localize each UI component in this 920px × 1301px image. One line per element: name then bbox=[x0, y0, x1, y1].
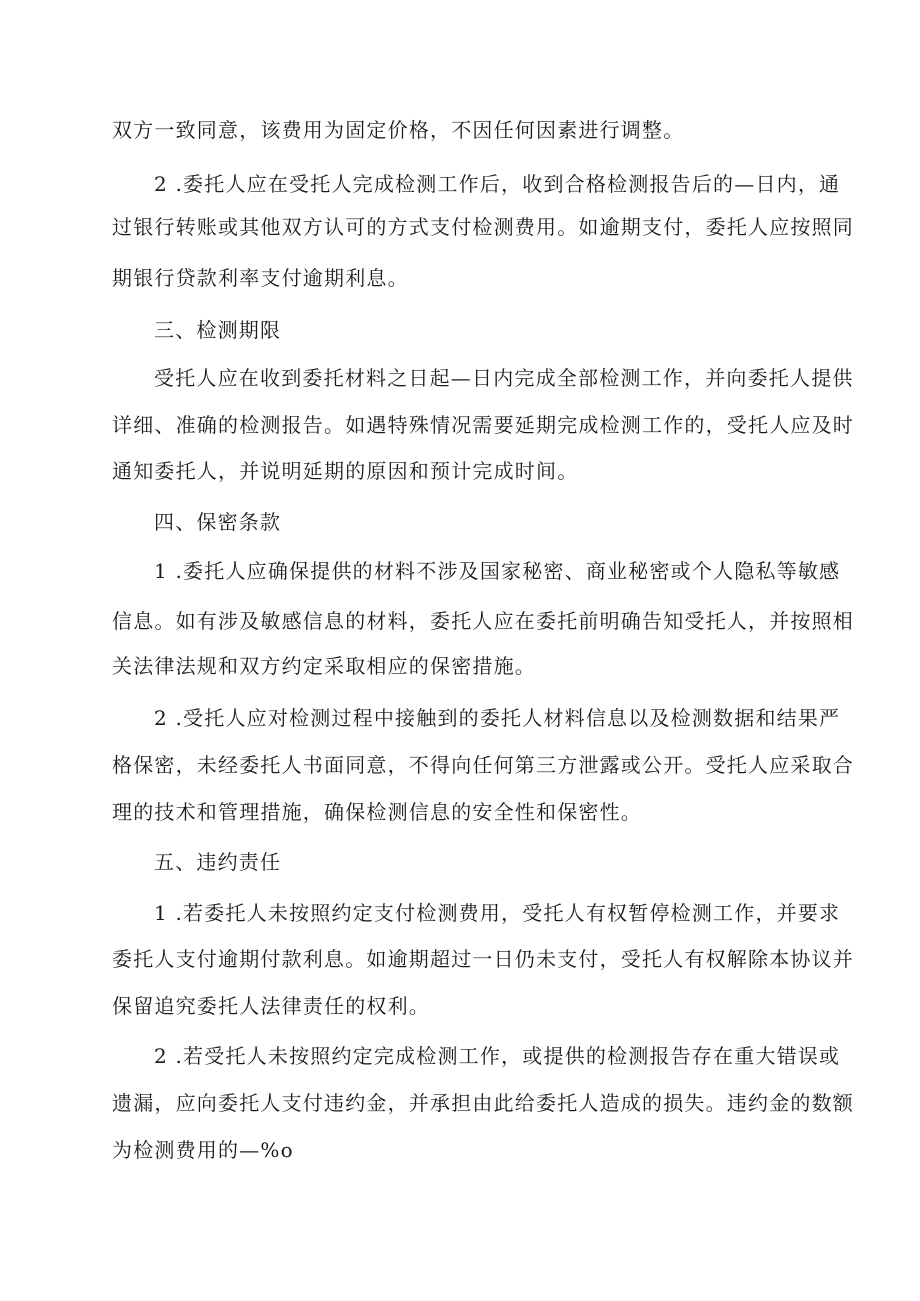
text-line: 委托人支付逾期付款利息。如逾期超过一日仍未支付，受托人有权解除本协议并 bbox=[112, 947, 854, 971]
text-line: 理的技术和管理措施，确保检测信息的安全性和保密性。 bbox=[112, 800, 642, 824]
text-line: 受托人应在收到委托材料之日起—日内完成全部检测工作，并向委托人提供 bbox=[154, 366, 854, 390]
text-line: 1 .若委托人未按照约定支付检测费用，受托人有权暂停检测工作，并要求 bbox=[154, 901, 841, 925]
text-line: 关法律法规和双方约定采取相应的保密措施。 bbox=[112, 654, 536, 678]
text-line: 保留追究委托人法律责任的权利。 bbox=[112, 994, 430, 1018]
text-line: 2 .若受托人未按照约定完成检测工作，或提供的检测报告存在重大错误或 bbox=[154, 1044, 841, 1068]
text-line: 通知委托人，并说明延期的原因和预计完成时间。 bbox=[112, 459, 579, 483]
text-line: 期银行贷款利率支付逾期利息。 bbox=[112, 266, 409, 290]
text-line: 详细、准确的检测报告。如遇特殊情况需要延期完成检测工作的，受托人应及时 bbox=[112, 413, 854, 437]
section-heading: 四、保密条款 bbox=[154, 510, 282, 534]
text-line: 过银行转账或其他双方认可的方式支付检测费用。如逾期支付，委托人应按照同 bbox=[112, 215, 854, 239]
text-line: 2 .受托人应对检测过程中接触到的委托人材料信息以及检测数据和结果严 bbox=[154, 706, 841, 730]
text-line: 2 .委托人应在受托人完成检测工作后，收到合格检测报告后的—日内，通 bbox=[154, 172, 841, 196]
text-line: 双方一致同意，该费用为固定价格，不因任何因素进行调整。 bbox=[112, 118, 685, 142]
section-heading: 三、检测期限 bbox=[154, 318, 282, 342]
text-line: 1 .委托人应确保提供的材料不涉及国家秘密、商业秘密或个人隐私等敏感 bbox=[154, 559, 841, 583]
text-line: 格保密，未经委托人书面同意，不得向任何第三方泄露或公开。受托人应采取合 bbox=[112, 753, 854, 777]
text-line: 信息。如有涉及敏感信息的材料，委托人应在委托前明确告知受托人，并按照相 bbox=[112, 609, 854, 633]
text-line: 为检测费用的—%o bbox=[112, 1138, 294, 1162]
text-line: 遗漏，应向委托人支付违约金，并承担由此给委托人造成的损失。违约金的数额 bbox=[112, 1091, 854, 1115]
section-heading: 五、违约责任 bbox=[154, 850, 282, 874]
